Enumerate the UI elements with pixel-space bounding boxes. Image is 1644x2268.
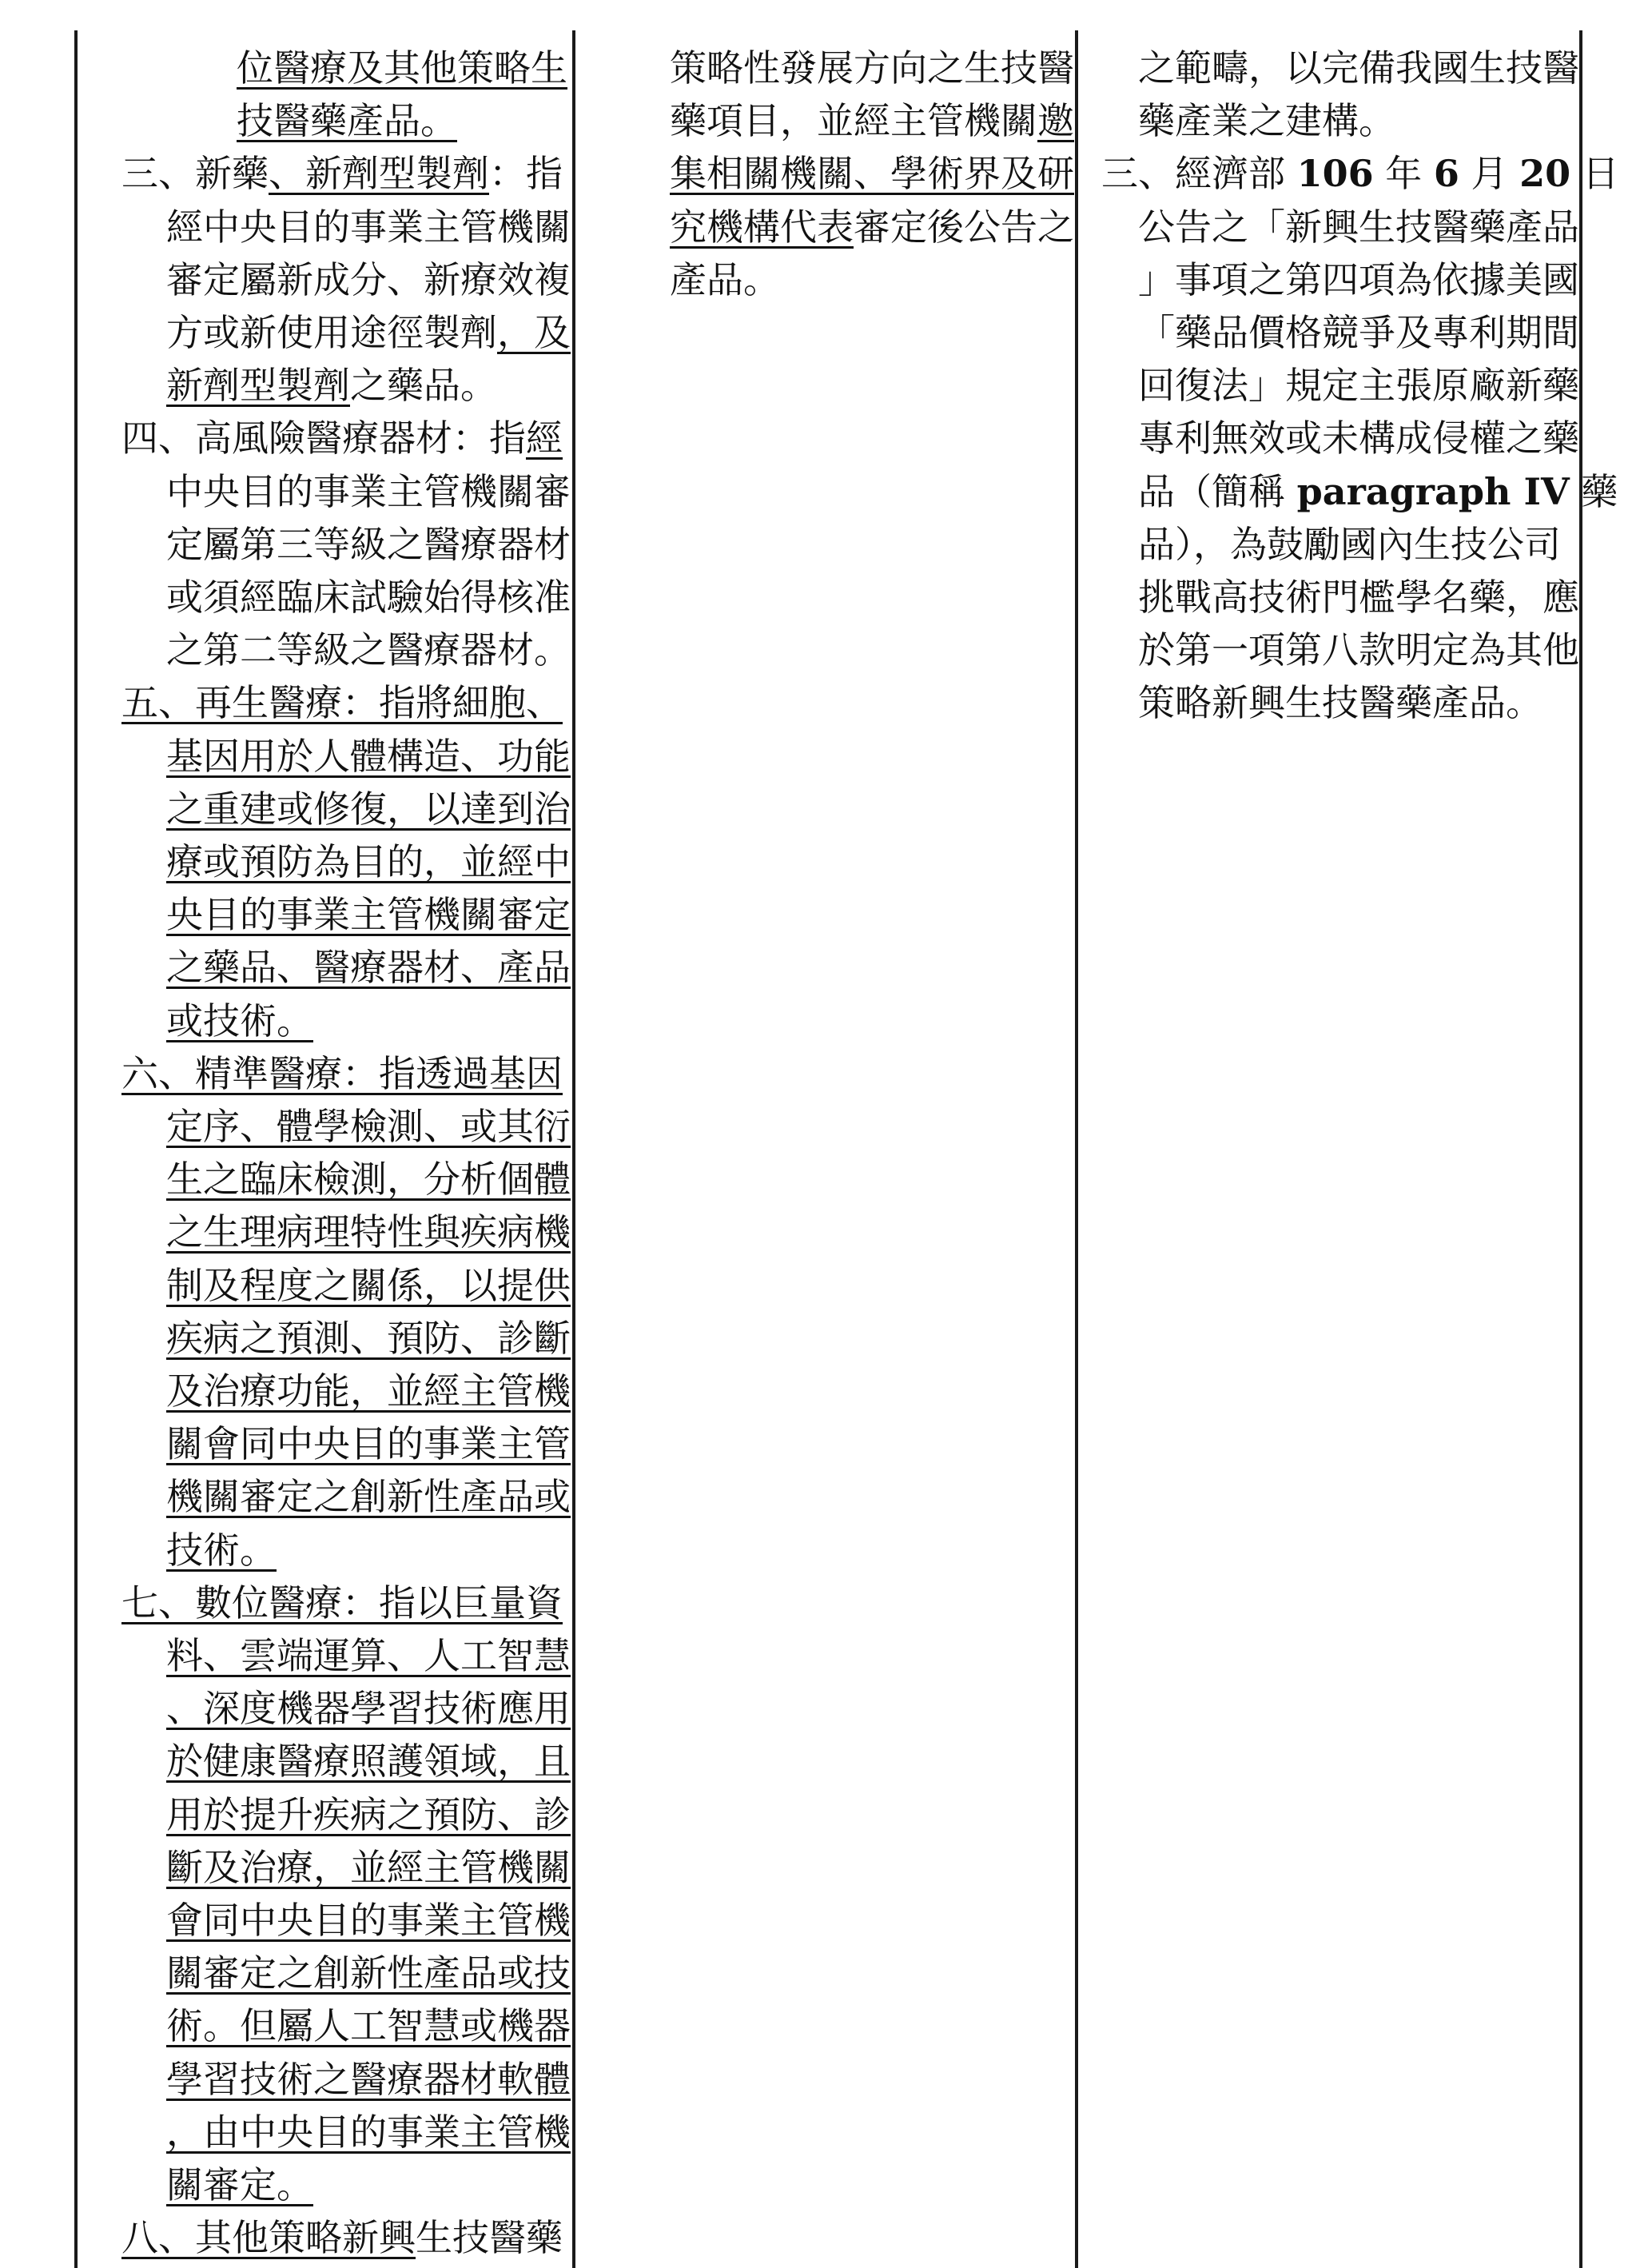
underlined-text: 基因用於人體構造、功能 — [166, 734, 571, 778]
underlined-text: 究機構代表 — [670, 205, 854, 249]
text-line — [121, 2211, 563, 2264]
text-segment: 月 — [1459, 152, 1520, 196]
underlined-text: 位醫療及其他策略生 — [237, 46, 567, 90]
text-line — [1138, 465, 1618, 518]
text-segment: 審定後公告之 — [854, 205, 1074, 249]
text-line — [166, 1417, 571, 1470]
underlined-text: 生之臨床檢測，分析個體 — [166, 1158, 571, 1202]
underlined-text: 之生理病理特性與疾病機 — [166, 1210, 571, 1254]
text-segment: 經中央目的事業主管機關 — [166, 205, 571, 249]
text-segment: 於第一項第八款明定為其他 — [1138, 628, 1579, 672]
text-line — [166, 253, 571, 306]
underlined-text: 技醫藥產品。 — [237, 99, 457, 143]
underlined-text: 七、數位醫療：指以巨量資 — [121, 1580, 563, 1624]
text-line — [166, 624, 571, 676]
text-line — [166, 1999, 571, 2052]
text-segment: paragraph IV — [1296, 469, 1570, 513]
text-line — [670, 147, 1074, 200]
text-segment: 四、高風險醫療器材：指 — [121, 417, 526, 460]
text-line — [166, 730, 571, 783]
right-border-line — [1579, 30, 1582, 2268]
text-segment: 定屬第三等級之醫療器材 — [166, 522, 571, 566]
text-line — [166, 1365, 571, 1417]
text-segment: 策略性發展方向之生技醫 — [670, 46, 1074, 90]
underlined-text: 用於提升疾病之預防、診 — [166, 1792, 571, 1836]
text-line — [1138, 624, 1579, 676]
text-line — [166, 359, 497, 412]
text-segment: 之藥品。 — [350, 364, 497, 408]
underlined-text: 集相關機關、學術界及研 — [670, 152, 1074, 196]
underlined-text: ，由中央目的事業主管機 — [166, 2110, 571, 2154]
text-line — [1138, 359, 1579, 412]
text-segment: 三、經濟部 — [1101, 152, 1297, 196]
underlined-text: 、新劑型製劑 — [269, 152, 489, 196]
text-line — [670, 42, 1074, 94]
text-line — [166, 1682, 571, 1735]
text-line — [121, 412, 563, 464]
text-line — [121, 1576, 563, 1629]
underlined-text: ，及 — [497, 311, 571, 354]
text-line — [121, 1047, 563, 1100]
text-line — [166, 888, 571, 941]
text-segment: 或須經臨床試驗始得核准 — [166, 576, 571, 619]
text-line — [166, 1735, 571, 1788]
underlined-text: 定序、體學檢測、或其衍 — [166, 1105, 571, 1148]
text-segment: 品（簡稱 — [1138, 469, 1297, 513]
text-line — [166, 2106, 571, 2158]
text-segment: 專利無效或未構成侵權之藥 — [1138, 417, 1579, 460]
text-line — [1138, 94, 1395, 147]
underlined-text: 之藥品、醫療器材、產品 — [166, 946, 571, 990]
text-line — [166, 1894, 571, 1947]
underlined-text: 關審定之創新性產品或技 — [166, 1951, 571, 1995]
text-line — [121, 676, 563, 729]
underlined-text: 術。但屬人工智慧或機器 — [166, 2004, 571, 2048]
underlined-text: 新劑型製劑 — [166, 364, 350, 408]
text-line — [166, 571, 571, 624]
text-line — [670, 253, 780, 306]
underlined-text: 關會同中央目的事業主管 — [166, 1422, 571, 1466]
underlined-text: 或技術。 — [166, 998, 313, 1042]
text-line — [1138, 412, 1579, 464]
left-border-line — [74, 30, 78, 2268]
underlined-text: 八、其他策略新興 — [121, 2216, 416, 2260]
text-line — [166, 201, 571, 253]
text-segment: 公告之「新興生技醫藥產品 — [1138, 205, 1579, 249]
text-line — [237, 94, 457, 147]
column-divider-1 — [572, 30, 575, 2268]
text-line — [166, 518, 571, 571]
text-segment: 審定屬新成分、新療效複 — [166, 257, 571, 301]
text-line — [166, 1788, 571, 1841]
underlined-text: 療或預防為目的，並經中 — [166, 840, 571, 883]
text-line — [166, 1312, 571, 1365]
text-line — [670, 94, 1074, 147]
text-line — [166, 1206, 571, 1258]
text-segment: 6 — [1433, 152, 1459, 196]
text-segment: 三、新藥 — [121, 152, 269, 196]
text-line — [166, 835, 571, 888]
underlined-text: 關審定。 — [166, 2163, 313, 2206]
text-segment: 「藥品價格競爭及專利期間 — [1138, 311, 1579, 354]
text-line — [1138, 42, 1579, 94]
underlined-text: 料、雲端運算、人工智慧 — [166, 1634, 571, 1677]
text-segment: 產品。 — [670, 257, 780, 301]
text-line — [166, 2158, 313, 2211]
underlined-text: 斷及治療，並經主管機關 — [166, 1845, 571, 1889]
text-segment: 藥 — [1569, 469, 1618, 513]
text-line — [166, 465, 571, 518]
underlined-text: 及治療功能，並經主管機 — [166, 1369, 571, 1413]
underlined-text: 之重建或修復，以達到治 — [166, 787, 571, 831]
text-line — [166, 1524, 277, 1576]
text-segment: 中央目的事業主管機關審 — [166, 469, 571, 513]
text-line — [1138, 518, 1561, 571]
underlined-text: 於健康醫療照護領域，且 — [166, 1740, 571, 1784]
underlined-text: 會同中央目的事業主管機 — [166, 1899, 571, 1942]
text-segment: 策略新興生技醫藥產品。 — [1138, 681, 1542, 725]
text-line — [1138, 201, 1579, 253]
text-segment: 藥產業之建構。 — [1138, 99, 1395, 143]
column-divider-2 — [1075, 30, 1078, 2268]
underlined-text: 制及程度之關係，以提供 — [166, 1263, 571, 1307]
underlined-text: 六、精準醫療：指透過基因 — [121, 1051, 563, 1095]
text-line — [1101, 147, 1619, 200]
underlined-text: 學習技術之醫療器材軟體 — [166, 2057, 571, 2101]
text-line — [237, 42, 567, 94]
underlined-text: 、深度機器學習技術應用 — [166, 1687, 571, 1731]
underlined-text: 技術。 — [166, 1528, 277, 1572]
text-line — [166, 1259, 571, 1312]
text-segment: 」事項之第四項為依據美國 — [1138, 257, 1579, 301]
text-segment: 之第二等級之醫療器材。 — [166, 628, 571, 672]
text-segment: 方或新使用途徑製劑 — [166, 311, 497, 354]
text-segment: 之範疇，以完備我國生技醫 — [1138, 46, 1579, 90]
text-line — [166, 1947, 571, 1999]
text-line — [166, 783, 571, 835]
text-line — [1138, 571, 1579, 624]
text-line — [166, 1841, 571, 1894]
underlined-text: 五、再生醫療：指將細胞、 — [121, 681, 563, 725]
text-segment: ：指 — [489, 152, 563, 196]
underlined-text: 疾病之預測、預防、診斷 — [166, 1316, 571, 1360]
text-line — [1138, 676, 1542, 729]
text-segment: 生技醫藥 — [416, 2216, 563, 2260]
text-segment: 日 — [1570, 152, 1619, 196]
text-line — [166, 1629, 571, 1682]
text-line — [670, 201, 1074, 253]
text-line — [166, 306, 571, 359]
text-segment: 回復法」規定主張原廠新藥 — [1138, 364, 1579, 408]
text-segment: 20 — [1519, 152, 1571, 196]
underlined-text: 機關審定之創新性產品或 — [166, 1475, 571, 1519]
underlined-text: 經 — [526, 417, 563, 460]
text-segment: 藥項目，並經主管機關 — [670, 99, 1037, 143]
text-line — [121, 147, 563, 200]
text-line — [166, 1153, 571, 1206]
text-segment: 年 — [1373, 152, 1434, 196]
text-line — [166, 941, 571, 994]
text-segment: 106 — [1296, 152, 1374, 196]
text-line — [166, 1100, 571, 1153]
underlined-text: 央目的事業主管機關審定 — [166, 893, 571, 937]
text-line — [1138, 306, 1579, 359]
text-line — [1138, 253, 1579, 306]
text-segment: 挑戰高技術門檻學名藥，應 — [1138, 576, 1579, 619]
text-line — [166, 1470, 571, 1523]
text-segment: 品），為鼓勵國內生技公司 — [1138, 522, 1561, 566]
text-line — [166, 994, 313, 1047]
underlined-text: 邀 — [1037, 99, 1074, 143]
text-line — [166, 2053, 571, 2106]
